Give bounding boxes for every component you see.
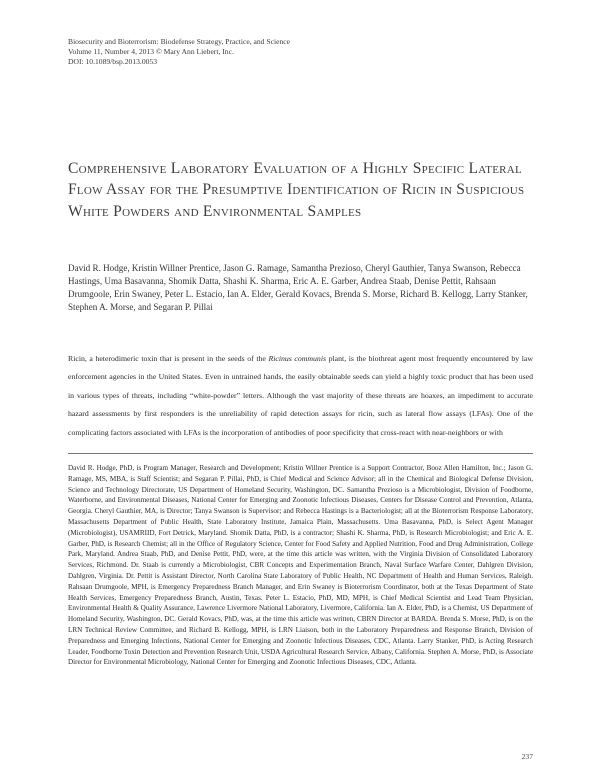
journal-name: Biosecurity and Bioterrorism: Biodefense Strategy, Practice, and Science (68, 37, 290, 46)
abstract-lead: Ricin, a heterodimeric toxin that is present in the seeds of the (68, 354, 269, 363)
journal-doi: DOI: 10.1089/bsp.2013.0053 (68, 57, 158, 66)
footnote-divider (68, 453, 533, 454)
abstract-body: plant, is the biothreat agent most frequently encountered by law enforcement agencies in the United States. Even in untrained hands, the easily obtainable seeds can yield a highly toxic product that has been used in various types of threats, including “white-powder” letters. Although the vast majority of these threats are hoaxes, an impediment to accurate hazard assessments by first responders is the unreliability of rapid detection assays for ricin, such as lateral flow assays (LFAs). One of the complicating factors associated with LFAs is the incorporation of antibodies of poor specificity that cross-react with near-neighbors or with (68, 354, 533, 437)
journal-header (68, 37, 538, 67)
journal-volume: Volume 11, Number 4, 2013 © Mary Ann Liebert, Inc. (68, 47, 234, 56)
author-affiliations: David R. Hodge, PhD, is Program Manager, Research and Development; Kristin Willner Prentice is a Support Contractor, Booz Allen Hamilton, Inc.; Jason G. Ramage, MS, MBA, is Staff Scientist; and Segaran P. Pillai, PhD, is Chief Medical and Science Advisor; all in the Chemical and Biological Defense Division, Science and Technology Directorate, US Department of Homeland Security, Washington, DC. Samantha Prezioso is a Microbiologist, Division of Foodborne, Waterborne, and Environmental Diseases, National Center for Emerging and Zoonotic Infectious Diseases, Centers for Disease Control and Prevention, Atlanta, Georgia. Cheryl Gauthier, MA, is Director; Tanya Swanson is Supervisor; and Rebecca Hastings is a Bacteriologist; all at the Bioterrorism Response Laboratory, Massachusetts Department of Public Health, State Laboratory Institute, Jamaica Plain, Massachusetts. Uma Basavanna, PhD, is Select Agent Manager (Microbiologist), USAMRIID, Fort Detrick, Maryland. Shomik Datta, PhD, is a contractor; Shashi K. Sharma, PhD, is Research Microbiologist; and Eric A. E. Garber, PhD, is Research Chemist; all in the Office of Regulatory Science, Center for Food Safety and Applied Nutrition, Food and Drug Administration, College Park, Maryland. Andrea Staab, PhD, and Denise Pettit, PhD, were, at the time this article was written, with the Virginia Division of Consolidated Laboratory Services, Richmond. Dr. Staab is currently a Microbiologist, CBR Concepts and Experimentation Branch, Naval Surface Warfare Center, Dahlgren Division, Dahlgren, Virginia. Dr. Pettit is Assistant Director, North Carolina State Laboratory of Public Health, NC Department of Health and Human Services, Raleigh. Rahsaan Drumgoole, MPH, is Emergency Preparedness Branch Manager, and Erin Swaney is Bioterrorism Coordinator, both at the Texas Department of State Health Services, Emergency Preparedness Branch, Austin, Texas. Peter L. Estacio, PhD, MD, MPH, is Chief Medical Scientist and Lead Team Physician, Environmental Health & Quality Assurance, Lawrence Livermore National Laboratory, Livermore, California. Ian A. Elder, PhD, is a Chemist, US Department of Homeland Security, Washington, DC. Gerald Kovacs, PhD, was, at the time this article was written, CBRN Director at BARDA. Brenda S. Morse, PhD, is on the LRN Technical Review Committee, and Richard B. Kellogg, MPH, is LRN Liaison, both in the Laboratory Preparedness and Response Branch, Division of Preparedness and Emerging Infections, National Center for Emerging and Zoonotic Infectious Diseases, CDC, Atlanta. Larry Stanker, PhD, is Acting Research Leader, Foodborne Toxin Detection and Prevention Research Unit, USDA Agricultural Research Service, Albany, California. Stephen A. Morse, PhD, is Associate Director for Environmental Microbiology, National Center for Emerging and Zoonotic Infectious Diseases, CDC, Atlanta. (68, 464, 533, 667)
author-list: David R. Hodge, Kristin Willner Prentice, Jason G. Ramage, Samantha Prezioso, Cheryl Gauthier, Tanya Swanson, Rebecca Hastings, Uma Basavanna, Shomik Datta, Shashi K. Sharma, Eric A. E. Garber, Andrea Staab, Denise Pettit, Rahsaan Drumgoole, Erin Swaney, Peter L. Estacio, Ian A. Elder, Gerald Kovacs, Brenda S. Morse, Richard B. Kellogg, Larry Stanker, Stephen A. Morse, and Segaran P. Pillai (68, 263, 528, 312)
article-title: Comprehensive Laboratory Evaluation of a Highly Specific Lateral Flow Assay for the Presumptive Identification of Ricin in Suspicious White Powders and Environmental Samples (68, 160, 525, 220)
abstract-species-name: Ricinus communis (268, 354, 327, 363)
abstract (68, 350, 533, 442)
page-number: 237 (521, 752, 533, 761)
